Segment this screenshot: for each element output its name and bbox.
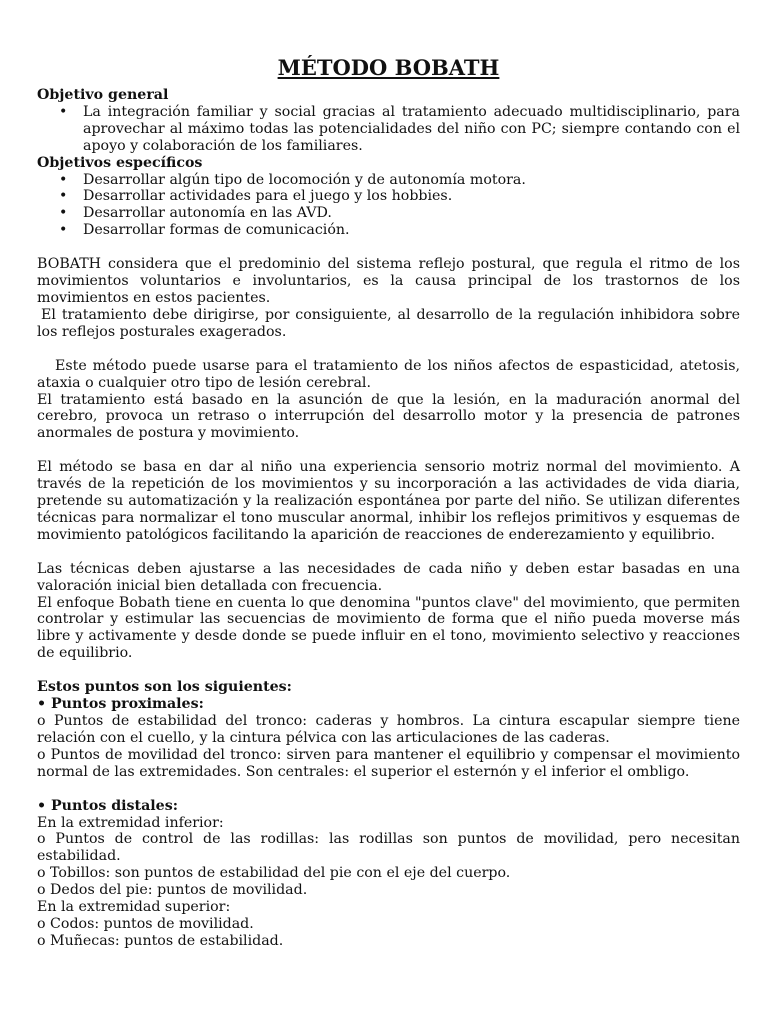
distal-line: En la extremidad superior:: [37, 899, 231, 916]
list-item: • La integración familiar y social gracias al tratamiento adecuado multidisciplinario, para aprovechar al máximo todas las potencialidades del niño con PC; siempre contando con el apoyo y colaboración de los familiares.: [37, 104, 740, 155]
distal-point: o Tobillos: son puntos de estabilidad del pie con el eje del cuerpo.: [37, 865, 511, 882]
proximal-point: o Puntos de movilidad del tronco: sirven para mantener el equilibrio y compensar el movimiento normal de las extremidades. Son centrales: el superior el esternón y el inferior el ombligo.: [37, 746, 740, 780]
objetivo-general-list: [37, 104, 740, 155]
spacer: [37, 662, 740, 679]
list-item: • Desarrollar actividades para el juego y los hobbies.: [37, 188, 740, 205]
puntos-distales-heading: • Puntos distales:: [37, 797, 178, 814]
puntos-heading: Estos puntos son los siguientes:: [37, 679, 292, 696]
spacer: [37, 544, 740, 561]
spacer: [37, 341, 740, 358]
distal-line: En la extremidad inferior:: [37, 814, 224, 831]
paragraph: El tratamiento está basado en la asunción de que la lesión, en la maduración anormal del cerebro, provoca un retraso o interrupción del desarrollo motor y la presencia de patrones anormales de postura y movimiento.: [37, 391, 740, 442]
paragraph: BOBATH considera que el predominio del sistema reflejo postural, que regula el ritmo de los movimientos voluntarios e involuntarios, es la causa principal de los trastornos de los movimientos en estos pacientes.: [37, 256, 740, 306]
objetivos-especificos-list: [37, 172, 740, 240]
paragraph: El enfoque Bobath tiene en cuenta lo que denomina "puntos clave" del movimiento, que permiten controlar y estimular las secuencias de movimiento de forma que el niño pueda moverse más libre y activamente y desde donde se puede influir en el tono, movimiento selectivo y reacciones de equilibrio.: [37, 594, 740, 662]
list-item: • Desarrollar formas de comunicación.: [37, 222, 740, 239]
distal-point: o Dedos del pie: puntos de movilidad.: [37, 882, 308, 899]
distal-point: o Puntos de control de las rodillas: las rodillas son puntos de movilidad, pero necesitan estabilidad.: [37, 831, 740, 865]
puntos-proximales-heading: • Puntos proximales:: [37, 696, 204, 713]
paragraph: El tratamiento debe dirigirse, por consiguiente, al desarrollo de la regulación inhibidora sobre los reflejos posturales exagerados.: [37, 306, 740, 340]
proximal-point: o Puntos de estabilidad del tronco: caderas y hombros. La cintura escapular siempre tiene relación con el cuello, y la cintura pélvica con las articulaciones de las caderas.: [37, 713, 740, 746]
objetivo-general-heading: Objetivo general: [37, 87, 169, 103]
spacer: [37, 781, 740, 798]
distal-point: o Codos: puntos de movilidad.: [37, 915, 254, 932]
distal-point: o Muñecas: puntos de estabilidad.: [37, 932, 284, 949]
paragraph: Las técnicas deben ajustarse a las necesidades de cada niño y deben estar basadas en una valoración inicial bien detallada con frecuencia.: [37, 560, 740, 594]
paragraph: Este método puede usarse para el tratamiento de los niños afectos de espasticidad, atetosis, ataxia o cualquier otro tipo de lesión cerebral.: [37, 357, 740, 391]
paragraph: El método se basa en dar al niño una experiencia sensorio motriz normal del movimiento. A través de la repetición de los movimientos y su incorporación a las actividades de vida diaria, pretende su automatización y la realización espontánea por parte del niño. Se utilizan diferentes técnicas para normalizar el tono muscular anormal, inhibir los reflejos primitivos y esquemas de movimiento patológicos facilitando la aparición de reacciones de enderezamiento y equilibrio.: [37, 459, 740, 543]
document-title: MÉTODO BOBATH: [277, 55, 500, 80]
spacer: [37, 442, 740, 459]
spacer: [37, 239, 740, 256]
objetivos-especificos-heading: Objetivos específicos: [37, 154, 203, 171]
list-item: • Desarrollar autonomía en las AVD.: [37, 205, 740, 222]
list-item: • Desarrollar algún tipo de locomoción y de autonomía motora.: [37, 172, 740, 189]
